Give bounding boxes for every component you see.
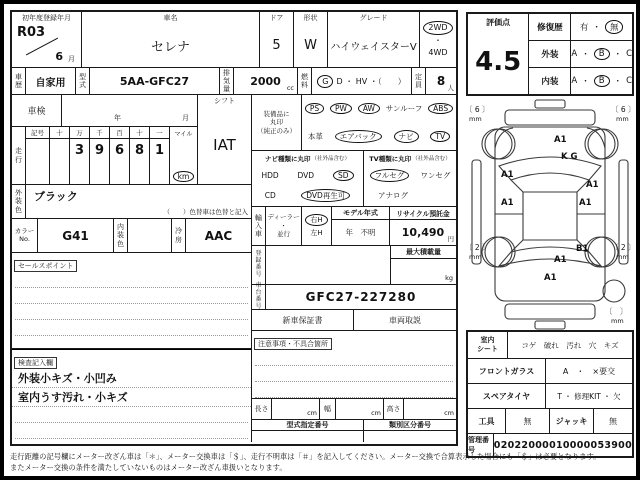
equip-item-pw: PW [330, 103, 352, 114]
ruled-line [255, 366, 453, 382]
navi-type-header: ナビ種類に丸印 （社外品含む） [264, 154, 350, 163]
handle-cell [302, 207, 332, 245]
svg-text:mm: mm [469, 115, 482, 123]
sales-point-label: セールスポイント [14, 260, 77, 272]
grade-cell [328, 12, 420, 67]
repair-no: 無 [605, 20, 624, 34]
interior-grade-a: A [571, 76, 578, 86]
sales-point-box [12, 253, 251, 349]
first-reg-cell [12, 12, 82, 67]
ruled-line [15, 304, 248, 320]
recycle-unit: 円 [447, 235, 454, 243]
class-no-label: 類別区分番号 [364, 420, 456, 431]
score-cell [468, 14, 529, 94]
chassis-label: 車台番号 [252, 285, 266, 309]
tire-mm: mm [469, 253, 482, 261]
tv-type-header: TV種類に丸印 （社外品含む） [369, 154, 451, 163]
shift-value: IAT [213, 136, 236, 154]
displacement-cell [234, 68, 298, 94]
displacement-label: 排気量 [220, 68, 234, 94]
svg-text:mm: mm [611, 317, 624, 325]
first-reg-label: 初年度登録年月 [22, 14, 71, 22]
mileage-grid [26, 127, 197, 184]
model-year-value: 年 不明 [345, 228, 376, 237]
width-value: cm [336, 399, 384, 419]
mileage-header: 万 [70, 127, 89, 139]
mileage-header: 十 [50, 127, 69, 139]
exterior-grade-row: 外装 A ・ B ・ C [529, 41, 632, 68]
seat-row [468, 332, 632, 359]
ext-color-note: （ ）色替車は色替と記入 [163, 208, 248, 216]
damage-left-rear-door: A1 [501, 198, 514, 208]
capacity-unit: 人 [447, 84, 454, 92]
displacement-value: 2000 [250, 74, 281, 88]
model-year-label: モデル年式 [332, 207, 389, 220]
windshield-value: A ・ ×要交 [562, 366, 616, 376]
tools-label: 工具 [468, 409, 506, 433]
ruled-line [15, 407, 248, 423]
ruled-line [15, 272, 248, 288]
door-label: ドア [269, 14, 284, 22]
equip-item-ps: PS [305, 103, 324, 114]
notes-label: 注意事項・不具合箇所 [254, 338, 332, 350]
mileage-digit: 3 [74, 143, 85, 158]
damage-hood: A1 [554, 135, 567, 145]
first-reg-month: 6 [55, 50, 63, 63]
shaken-value-area [62, 95, 197, 126]
mileage-unit-cell [170, 127, 197, 184]
score-value: 4.5 [475, 47, 522, 77]
interior-grade-row: 内装 A ・ B ・ C [529, 68, 632, 94]
max-load-cell [390, 246, 456, 284]
notes-box [252, 331, 456, 399]
drive-2wd: 2WD [423, 21, 452, 35]
car-damage-diagram [464, 98, 636, 330]
navi-row-1 [252, 165, 363, 186]
inspection-note-1: 外装小キズ・小凹み [12, 369, 251, 388]
footer-line-1: 走行距離の記号欄にメーター改ざん車は「＊」、メーター交換車は「＄」、走行不明車は「＃」を記入してください。メーター交換で合算表示した場合にも「＄」は必要となります。 [10, 452, 601, 461]
repair-history-label: 修復歴 [529, 14, 571, 40]
spare-tire-label: スペアタイヤ [468, 384, 546, 408]
cooler-label: 冷房 [172, 219, 186, 252]
mileage-header: 記号 [26, 127, 49, 139]
mileage-header: 百 [110, 127, 129, 139]
tools-value: 無 [506, 409, 550, 433]
mileage-header: 一 [150, 127, 169, 139]
ruled-line [15, 288, 248, 304]
registration-label: 登録番号 [252, 246, 266, 284]
first-reg-month-unit: 月 [68, 55, 75, 63]
import-label: 輸入車 [252, 207, 266, 245]
main-table [10, 10, 458, 446]
height-value: cm [444, 409, 454, 417]
exterior-grade-label: 外装 [529, 41, 571, 67]
door-value: 5 [272, 37, 281, 53]
damage-rear-hatch: A1 [544, 273, 557, 283]
int-color-value [128, 219, 172, 252]
exterior-grade-a: A [571, 49, 578, 59]
interior-grade-label: 内装 [529, 68, 571, 94]
shaken-year-hint: 年 [114, 114, 121, 122]
shaken-month-hint: 月 [182, 114, 189, 122]
repair-history-row: 修復歴 有 ・ 無 [529, 14, 632, 41]
equipment-row-2 [302, 123, 456, 151]
equip-item-aw: AW [358, 103, 380, 114]
diagonal-line [26, 38, 58, 56]
seat-options: コゲ 破れ 汚れ 穴 キズ [521, 340, 619, 350]
shape-value: W [304, 37, 317, 53]
seat-label: 室内 シート [468, 332, 508, 358]
ruled-line [15, 320, 248, 336]
equip-item-abs: ABS [428, 103, 453, 114]
first-reg-year: R03 [17, 25, 46, 40]
inspection-box [12, 349, 251, 442]
footer-line-2: またメーター交換の条件を満たしていないものはメーター改ざん車扱いとなります。 [10, 462, 287, 472]
shaken-label: 車検 [12, 95, 62, 126]
dealer-parallel-cell: ディーラー ・ 並行 [266, 207, 302, 245]
color-no-value: G41 [38, 219, 114, 252]
length-label: 長さ [252, 399, 272, 419]
mileage-digit: 1 [154, 143, 165, 158]
type-no-label: 型式指定番号 [252, 420, 363, 431]
equip-item-tv: TV [430, 131, 450, 142]
svg-text:mm: mm [616, 115, 629, 123]
tools-row [468, 409, 632, 434]
length-value: cm [272, 399, 320, 419]
fuel-gasoline: G [317, 75, 333, 88]
model-year-cell [332, 207, 390, 245]
equipment-row-1 [302, 95, 456, 123]
ruled-line [15, 423, 248, 439]
inspection-label: 検査記入欄 [14, 357, 57, 369]
navi-hdd: HDD [261, 170, 279, 180]
max-load-label: 最大積載量 [391, 246, 456, 259]
recycle-label: リサイクル預託金 [390, 207, 456, 220]
displacement-unit: cc [286, 84, 294, 92]
model-code-value: 5AA-GFC27 [90, 68, 220, 94]
damage-right-front-door: A1 [586, 180, 599, 190]
manual-cell: 車両取説 [389, 315, 421, 325]
capacity-cell [426, 68, 456, 94]
spare-tire-row [468, 384, 632, 409]
model-code-label: 型式 [76, 68, 90, 94]
tv-row-2 [364, 186, 456, 207]
ext-color-label: 外装色 [12, 185, 26, 218]
registration-value [266, 246, 390, 284]
cooler-value: AAC [204, 228, 233, 243]
ruled-line [255, 350, 453, 366]
score-label: 評価点 [486, 17, 511, 27]
shape-cell [294, 12, 328, 67]
ruled-line [255, 382, 453, 398]
tire-depth-front-right: 〔 6 〕 [611, 105, 636, 114]
tire-depth-rear-left: 〔 2 〕 [465, 243, 490, 252]
km-unit: km [173, 171, 195, 182]
damage-windshield: K G [561, 152, 578, 162]
color-no-label: カラー No. [12, 219, 38, 252]
jack-value: 無 [609, 416, 617, 426]
class-no-cell [364, 420, 456, 442]
ext-color-value: ブラック [34, 190, 78, 203]
mileage-digit [50, 139, 69, 143]
damage-left-front-door: A1 [501, 170, 514, 180]
car-top-view [464, 98, 636, 330]
mileage-digit: 6 [114, 143, 125, 158]
car-name: セレナ [150, 39, 190, 55]
tire-depth-spare: 〔 〕 [605, 307, 628, 316]
navi-dvd: DVD [297, 170, 315, 180]
damage-rear-right: B1 [576, 244, 589, 254]
mileage-digit: 9 [94, 143, 105, 158]
tire-depth-rear-right: 〔 2 〕 [611, 243, 636, 252]
door-cell [260, 12, 294, 67]
equip-item-leather: 本革 [307, 131, 323, 141]
grade-label: グレード [359, 14, 388, 22]
mile-unit: マイル [174, 131, 193, 138]
management-number: 02022000010000053900 [493, 439, 632, 451]
fuel-label: 燃料 [298, 68, 312, 94]
int-color-label: 内装色 [114, 219, 128, 252]
drive-cell [420, 12, 456, 67]
fuel-cell [312, 68, 412, 94]
navi-cd: CD [264, 191, 276, 201]
repair-yes: 有 [579, 23, 589, 33]
car-name-cell [82, 12, 260, 67]
equip-item-airbag: エアバック [335, 130, 382, 143]
equipment-label: 装備品に 丸印 （純正のみ） [252, 95, 302, 150]
exterior-grade-c: C [626, 49, 632, 59]
history-label: 車歴 [12, 68, 26, 94]
spare-tire-value: T ・ 修理KIT ・ 欠 [557, 391, 621, 401]
car-name-label: 車名 [163, 14, 178, 22]
grade-value: ハイウェイスターV [330, 41, 417, 53]
max-load-unit: kg [445, 274, 453, 282]
windshield-label: フロントガラス [468, 359, 546, 383]
navi-row-2 [252, 186, 363, 207]
damage-rear-center: A1 [554, 255, 567, 265]
damage-right-rear-door: A1 [579, 198, 592, 208]
tv-analog: アナログ [378, 191, 408, 201]
mileage-digit [26, 139, 49, 143]
navi-sd: SD [333, 170, 354, 181]
interior-grade-c: C [626, 76, 632, 86]
capacity-value: 8 [436, 74, 446, 88]
chassis-value: GFC27-227280 [305, 290, 417, 304]
interior-grade-b: B [594, 75, 610, 87]
recycle-cell [390, 207, 456, 245]
history-value: 自家用 [26, 68, 76, 94]
mileage-digit: 8 [134, 143, 145, 158]
tv-fullseg: フルセグ [370, 169, 410, 182]
jack-label: ジャッキ [550, 409, 594, 433]
mileage-label: 走行 [12, 127, 26, 184]
rating-box [466, 12, 634, 96]
windshield-row [468, 359, 632, 384]
handle-left: 左H [310, 229, 323, 237]
width-label: 幅 [320, 399, 336, 419]
svg-text:mm: mm [616, 253, 629, 261]
mileage-header: 千 [90, 127, 109, 139]
management-label: 管理番号 [468, 434, 494, 456]
drive-sep: ・ [434, 35, 442, 45]
navi-dvd-play: DVD再生可 [301, 189, 350, 202]
type-no-cell [252, 420, 364, 442]
equip-item-sunroof: サンルーフ [385, 104, 423, 114]
shift-cell [198, 95, 251, 184]
fuel-options: D ・ HV ・（ ） [336, 76, 406, 86]
footer-notes [10, 452, 634, 474]
shift-label: シフト [214, 97, 235, 105]
tire-depth-front-left: 〔 6 〕 [465, 105, 490, 114]
capacity-label: 定員 [412, 68, 426, 94]
handle-right: 右H [305, 214, 327, 226]
condition-table [466, 330, 634, 458]
inspection-note-2: 室内うす汚れ・小キズ [12, 388, 251, 407]
warranty-cell: 新車保証書 [252, 310, 354, 330]
shape-label: 形状 [303, 14, 318, 22]
recycle-value: 10,490 [401, 226, 445, 239]
tv-row-1 [364, 165, 456, 186]
ext-color-cell [26, 185, 251, 218]
exterior-grade-b: B [594, 48, 610, 60]
drive-4wd: 4WD [428, 47, 448, 57]
mileage-header: 十 [130, 127, 149, 139]
equip-item-navi: ナビ [394, 130, 419, 143]
tv-oneseg: ワンセグ [420, 170, 451, 180]
height-label: 高さ [384, 399, 404, 419]
